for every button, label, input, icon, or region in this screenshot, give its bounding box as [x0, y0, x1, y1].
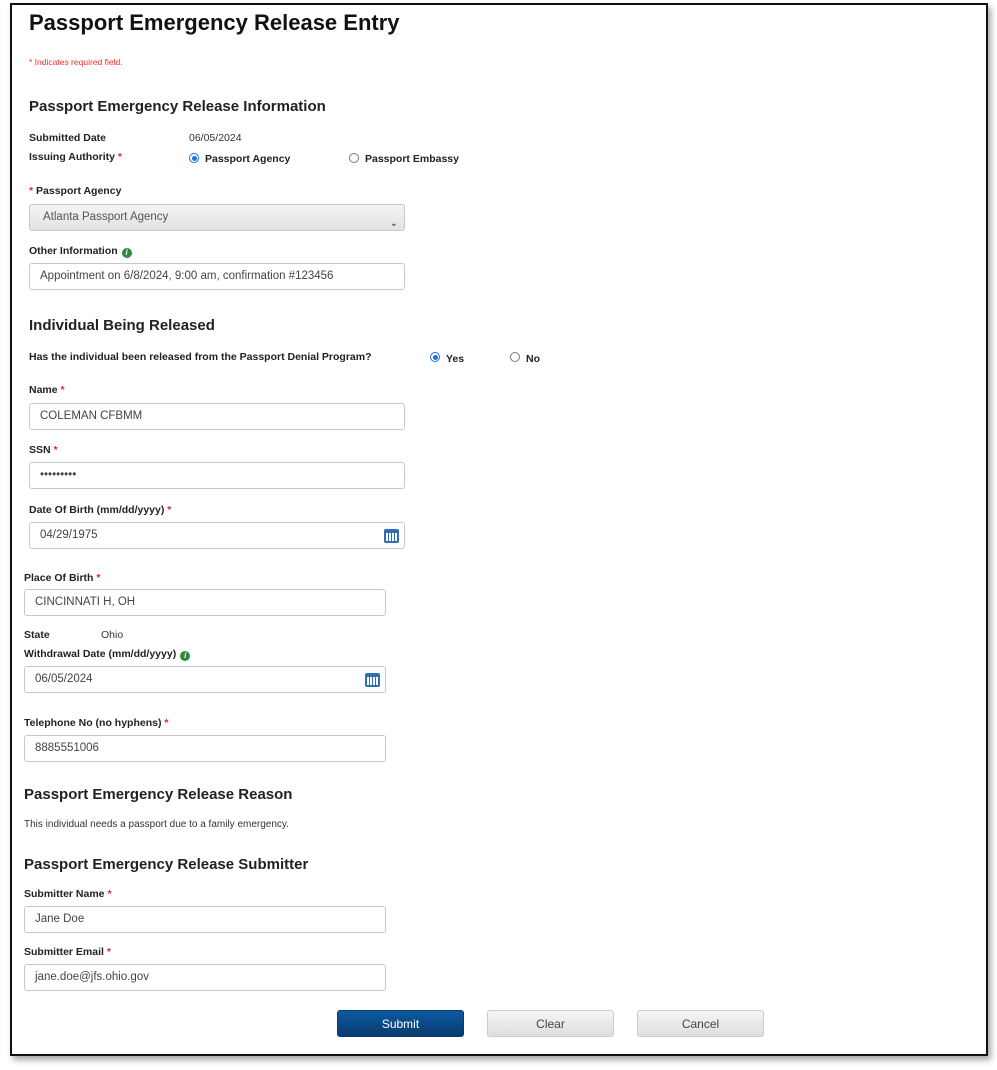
required-note: * Indicates required field. [29, 57, 123, 67]
withdrawal-input[interactable] [24, 666, 386, 693]
calendar-icon[interactable] [384, 529, 399, 543]
ssn-text: SSN [29, 444, 51, 456]
section-heading-info: Passport Emergency Release Information [29, 98, 326, 115]
clear-button[interactable]: Clear [487, 1010, 614, 1037]
required-mark: * [117, 151, 122, 163]
dob-value: 04/29/1975 [40, 529, 98, 541]
passport-agency-select[interactable] [29, 204, 405, 231]
radio-passport-embassy[interactable] [349, 153, 359, 163]
state-label: State [24, 629, 50, 641]
other-info-input[interactable]: Appointment on 6/8/2024, 9:00 am, confirmation #123456 [29, 263, 405, 290]
radio-label-no: No [526, 353, 540, 365]
phone-text: Telephone No (no hyphens) [24, 717, 162, 729]
required-mark: * [164, 717, 169, 729]
submitter-name-text: Submitter Name [24, 888, 105, 900]
required-mark: * [107, 888, 112, 900]
required-mark: * [106, 946, 111, 958]
passport-agency-text: Passport Agency [36, 185, 122, 197]
pob-label [24, 572, 100, 584]
dob-label [29, 504, 171, 516]
radio-passport-agency[interactable] [189, 153, 199, 163]
section-heading-submitter: Passport Emergency Release Submitter [24, 856, 309, 873]
submitted-date-value: 06/05/2024 [189, 132, 242, 144]
page-title: Passport Emergency Release Entry [29, 10, 400, 35]
name-label [29, 384, 65, 396]
radio-label-passport-embassy: Passport Embassy [365, 153, 459, 165]
pob-text: Place Of Birth [24, 572, 94, 584]
other-info-text: Other Information [29, 245, 118, 257]
radio-no[interactable] [510, 352, 520, 362]
ssn-input[interactable]: ••••••••• [29, 462, 405, 489]
radio-label-yes: Yes [446, 353, 465, 365]
submit-button[interactable]: Submit [337, 1010, 464, 1037]
submitter-name-label [24, 888, 112, 900]
submitter-name-input[interactable]: Jane Doe [24, 906, 386, 933]
withdrawal-value: 06/05/2024 [35, 673, 93, 685]
submitter-email-text: Submitter Email [24, 946, 104, 958]
withdrawal-label [24, 648, 190, 661]
submitter-email-input[interactable]: jane.doe@jfs.ohio.gov [24, 964, 386, 991]
name-text: Name [29, 384, 58, 396]
required-mark: * [29, 185, 34, 197]
required-mark: * [96, 572, 101, 584]
radio-label-passport-agency: Passport Agency [205, 153, 291, 165]
required-mark: * [60, 384, 65, 396]
passport-agency-value: Atlanta Passport Agency [43, 211, 169, 223]
chevron-down-icon: ⌄ [389, 218, 398, 229]
section-heading-reason: Passport Emergency Release Reason [24, 786, 293, 803]
issuing-authority-text: Issuing Authority [29, 151, 115, 163]
withdrawal-text: Withdrawal Date (mm/dd/yyyy) [24, 648, 177, 660]
calendar-icon[interactable] [365, 673, 380, 687]
info-icon[interactable]: i [180, 651, 190, 661]
cancel-button[interactable]: Cancel [637, 1010, 764, 1037]
submitted-date-label: Submitted Date [29, 132, 107, 144]
name-input[interactable]: COLEMAN CFBMM [29, 403, 405, 430]
reason-text: This individual needs a passport due to a family emergency. [24, 819, 289, 830]
passport-agency-label [29, 185, 121, 197]
pob-input[interactable]: CINCINNATI H, OH [24, 589, 386, 616]
dob-input[interactable] [29, 522, 405, 549]
ssn-label [29, 444, 58, 456]
state-value: Ohio [101, 629, 124, 641]
issuing-authority-label [29, 151, 122, 163]
submitter-email-label [24, 946, 111, 958]
phone-input[interactable]: 8885551006 [24, 735, 386, 762]
dob-text: Date Of Birth (mm/dd/yyyy) [29, 504, 165, 516]
radio-yes[interactable] [430, 352, 440, 362]
phone-label [24, 717, 169, 729]
required-mark: * [53, 444, 58, 456]
required-mark: * [167, 504, 172, 516]
info-icon[interactable]: i [122, 248, 132, 258]
other-info-label [29, 245, 132, 258]
section-heading-individual: Individual Being Released [29, 317, 215, 334]
release-question: Has the individual been released from the Passport Denial Program? [29, 351, 372, 363]
